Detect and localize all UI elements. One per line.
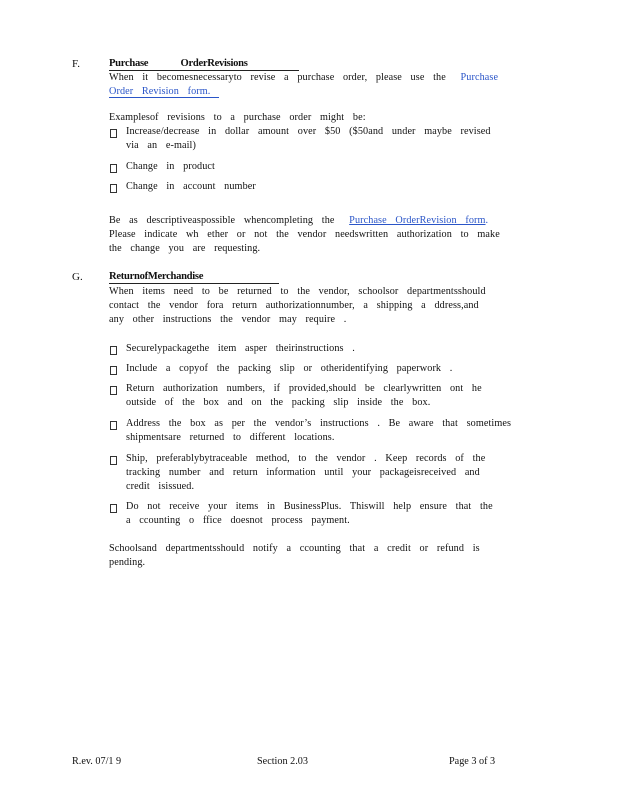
purchase-order-revision-form-link[interactable]: Purchase OrderRevision form xyxy=(349,215,486,226)
purchase-order-revision-link-part1[interactable]: Purchase xyxy=(460,72,499,83)
example-item-1-line2: via an e-mail) xyxy=(126,140,196,151)
checkbox-icon xyxy=(110,184,117,193)
checkbox-icon xyxy=(110,504,117,513)
section-g-intro-line1: When items need to be returned to the vendor, schoolsor departmentsshould xyxy=(109,286,486,297)
example-item-1-line1: Increase/decrease in dollar amount over $50 ($50and under maybe revised xyxy=(126,126,491,137)
description-line1 xyxy=(109,215,488,226)
checkbox-icon xyxy=(110,456,117,465)
return-step-1: Securelypackagethe item asper theirinstructions . xyxy=(126,343,355,354)
checkbox-icon xyxy=(110,386,117,395)
section-f-intro-text: When it becomesnecessaryto revise a purchase order, please use the xyxy=(109,72,446,83)
return-step-5-line1: Ship, preferablybytraceable method, to the vendor . Keep records of the xyxy=(126,453,486,464)
section-f-intro-line1 xyxy=(109,72,498,83)
return-step-6-line1: Do not receive your items in BusinessPlus. Thiswill help ensure that the xyxy=(126,501,493,512)
section-g-intro-line3: any other instructions the vendor may require . xyxy=(109,314,347,325)
description-line3: the change you are requesting. xyxy=(109,243,261,254)
section-g-title-underline xyxy=(109,283,279,284)
section-g-intro-line2: contact the vendor fora return authorizationnumber, a shipping a ddress,and xyxy=(109,300,479,311)
footer-revision: R.ev. 07/1 9 xyxy=(72,756,122,767)
description-line2: Please indicate wh ether or not the vendor needswritten authorization to make xyxy=(109,229,500,240)
return-step-5-line2: tracking number and return information until your packageisreceived and xyxy=(126,467,480,478)
return-step-4-line2: shipmentsare returned to different locations. xyxy=(126,432,335,443)
return-step-3-line2: outside of the box and on the packing slip inside the box. xyxy=(126,397,431,408)
example-item-2: Change in product xyxy=(126,161,215,172)
return-step-3-line1: Return authorization numbers, if provided,should be clearlywritten ont he xyxy=(126,383,482,394)
section-f-letter: F. xyxy=(72,58,80,70)
checkbox-icon xyxy=(110,421,117,430)
description-text: Be as descriptiveaspossible whencompleting the xyxy=(109,215,335,226)
section-f-title: Purchase OrderRevisions xyxy=(109,58,248,69)
footer-page-number: Page 3 of 3 xyxy=(449,756,496,767)
return-step-2: Include a copyof the packing slip or otheridentifying paperwork . xyxy=(126,363,453,374)
description-period: . xyxy=(485,215,489,226)
return-step-6-line2: a ccounting o ffice doesnot process payment. xyxy=(126,515,350,526)
section-g-title: ReturnofMerchandise xyxy=(109,271,204,282)
example-item-3: Change in account number xyxy=(126,181,256,192)
examples-heading: Examplesof revisions to a purchase order might be: xyxy=(109,112,366,123)
checkbox-icon xyxy=(110,366,117,375)
return-step-4-line1: Address the box as per the vendor’s instructions . Be aware that sometimes xyxy=(126,418,512,429)
closing-line2: pending. xyxy=(109,557,146,568)
return-step-5-line3: credit isissued. xyxy=(126,481,195,492)
checkbox-icon xyxy=(110,129,117,138)
section-f-title-underline xyxy=(109,70,299,71)
section-g-letter: G. xyxy=(72,271,83,283)
checkbox-icon xyxy=(110,346,117,355)
footer-section: Section 2.03 xyxy=(257,756,308,767)
closing-line1: Schoolsand departmentsshould notify a ccounting that a credit or refund is xyxy=(109,543,480,554)
purchase-order-revision-link-part2[interactable]: Order Revision form. xyxy=(109,86,211,97)
purchase-order-link-underline xyxy=(109,97,219,98)
checkbox-icon xyxy=(110,164,117,173)
